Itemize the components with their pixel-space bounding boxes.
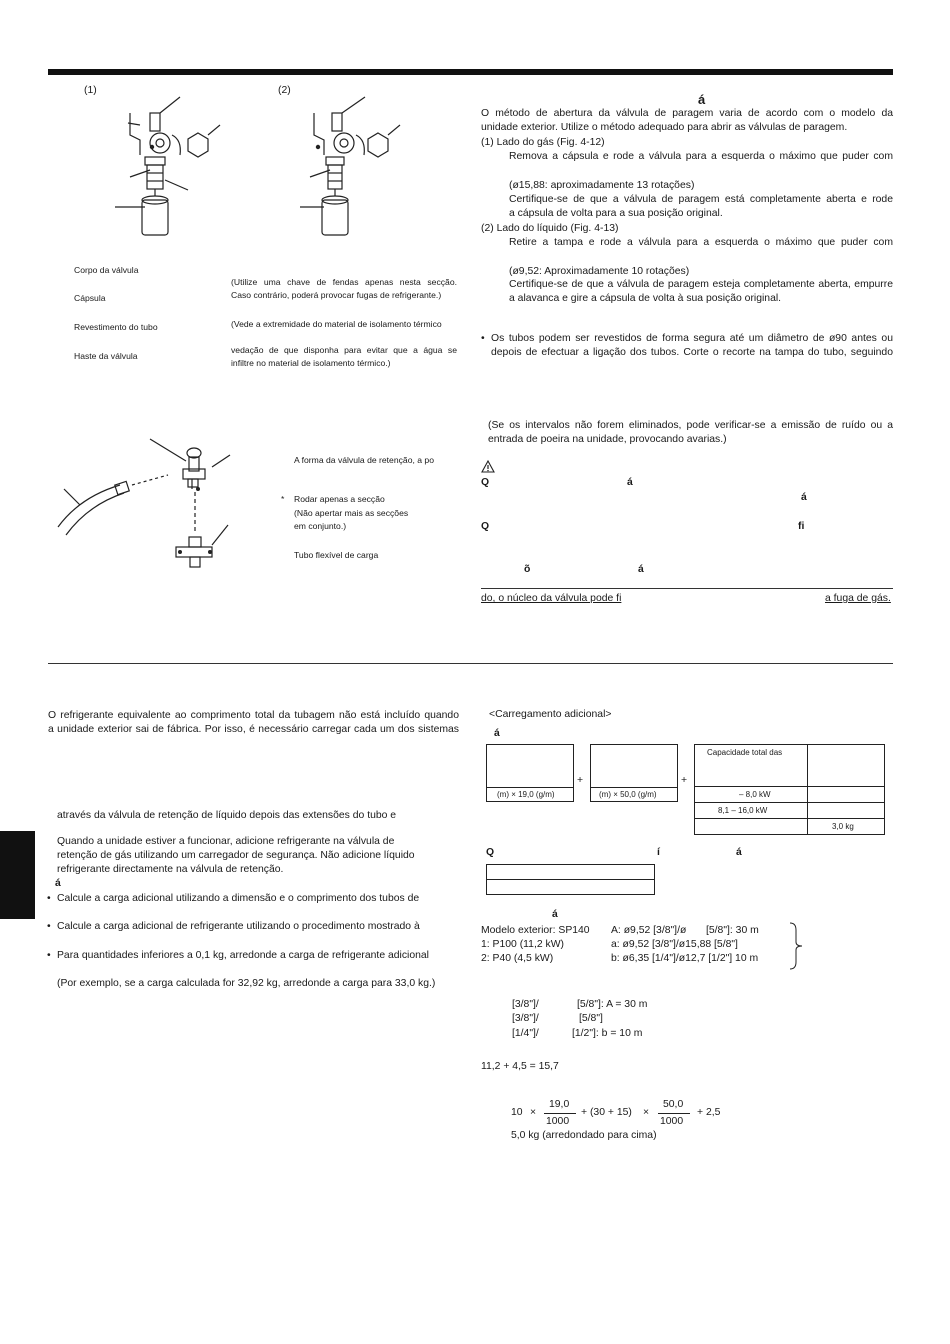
- size-a-1: [3/8"]/: [512, 999, 539, 1010]
- check-valve-figure: [50, 437, 250, 577]
- capacity-sum: 11,2 + 4,5 = 15,7: [481, 1061, 559, 1072]
- fraction-2-denominator: 1000: [660, 1116, 684, 1127]
- fraction-1-bar: [544, 1113, 576, 1114]
- charge-note-3: retenção de gás utilizando um carregador de segurança. Não adicione líquido: [57, 850, 415, 861]
- plus-2: +: [681, 775, 688, 786]
- example-pipe-A: A: ø9,52 [3/8"]/ø: [611, 925, 687, 936]
- charge-note-4: refrigerante directamente na válvula de retenção.: [57, 864, 284, 875]
- fig-label-2: (2): [278, 85, 291, 96]
- frag-a-example: á: [552, 909, 558, 920]
- legend-seal-note-2: vedação de que disponha para evitar que a água se: [231, 345, 457, 355]
- cap-value-3: 3,0 kg: [832, 822, 854, 831]
- asterisk: *: [281, 494, 285, 504]
- calc-bullet-1: Calcule a carga adicional utilizando a dimensão e o comprimento dos tubos de: [57, 893, 420, 904]
- frag-o: õ: [524, 564, 531, 575]
- legend-pipe-cover: Revestimento do tubo: [74, 322, 158, 332]
- bullet-dot-1: •: [47, 893, 51, 904]
- legend-screwdriver-note-1: (Utilize uma chave de fendas apenas nesta secção.: [231, 277, 457, 287]
- gas-line-4: a cápsula de volta para a sua posição original.: [509, 208, 723, 219]
- section-rule: [48, 663, 893, 664]
- intro-line-1: O método de abertura da válvula de paragem varia de acordo com o modelo da: [481, 108, 893, 119]
- times-2: ×: [643, 1107, 650, 1118]
- example-model: Modelo exterior: SP140: [481, 925, 590, 936]
- frag-a-1: á: [627, 477, 633, 488]
- liquid-line-3: Certifique-se de que a válvula de paragem esteja completamente aberta, empurre: [509, 279, 893, 290]
- frag-q-bottom: Q: [486, 847, 495, 858]
- legend-valve-body: Corpo da válvula: [74, 265, 139, 275]
- formula-suffix: + 2,5: [697, 1107, 721, 1118]
- frag-a-2: á: [801, 492, 807, 503]
- size-b-1: [5/8"]: A = 30 m: [577, 999, 648, 1010]
- liquid-line-1: Retire a tampa e rode a válvula para a esquerda o máximo que puder com: [509, 237, 893, 248]
- calc-box-2-caption: (m) × 50,0 (g/m): [599, 790, 657, 799]
- stop-valve-liquid-figure: [300, 95, 410, 235]
- plus-1: +: [577, 775, 584, 786]
- example-pipe-A-length: [5/8"]: 30 m: [706, 925, 759, 936]
- legend-cap: Cápsula: [74, 293, 106, 303]
- size-a-3: [1/4"]/: [512, 1028, 539, 1039]
- example-unit-2: 2: P40 (4,5 kW): [481, 953, 554, 964]
- valve-core-note-right: a fuga de gás.: [825, 593, 891, 604]
- stop-valve-gas-figure: [110, 95, 220, 235]
- calc-bullet-3: Para quantidades inferiores a 0,1 kg, arredonde a carga de refrigerante adicional: [57, 950, 429, 961]
- warning-icon: [481, 460, 495, 473]
- cap-row-1: – 8,0 kW: [739, 790, 771, 799]
- bullet-dot: •: [481, 333, 485, 344]
- charge-hose-label: Tubo flexível de carga: [294, 550, 379, 560]
- formula-middle: + (30 + 15): [581, 1107, 632, 1118]
- refrigerant-intro-1: O refrigerante equivalente ao comprimento total da tubagem não está incluído quando: [48, 710, 459, 721]
- frag-q-2: Q: [481, 521, 490, 532]
- charge-note-1: através da válvula de retenção de líquido depois das extensões do tubo e: [57, 810, 397, 821]
- no-tighten-note: (Não apertar mais as secções: [294, 508, 409, 518]
- language-tab: [0, 831, 35, 919]
- frag-a-bottom: á: [736, 847, 742, 858]
- legend-valve-stem: Haste da válvula: [74, 351, 138, 361]
- intro-line-2: unidade exterior. Utilize o método adequado para abrir as válvulas de paragem.: [481, 122, 848, 133]
- additional-charge-label: <Carregamento adicional>: [489, 709, 612, 720]
- gas-line-1: Remova a cápsula e rode a válvula para a esquerda o máximo que puder com: [509, 151, 893, 162]
- charge-note-2: Quando a unidade estiver a funcionar, adicione refrigerante na válvula de: [57, 836, 395, 847]
- frag-a-left: á: [55, 878, 61, 889]
- gas-side-label: (1) Lado do gás (Fig. 4-12): [481, 137, 605, 148]
- brace-icon: [788, 922, 804, 970]
- formula-prefix: 10: [511, 1107, 523, 1118]
- legend-screwdriver-note-2: Caso contrário, poderá provocar fugas de refrigerante.): [231, 290, 442, 300]
- refrigerant-intro-2: a unidade exterior sai de fábrica. Por isso, é necessário carregar cada um dos sistemas: [48, 724, 459, 735]
- cap-row-2: 8,1 – 16,0 kW: [718, 806, 768, 815]
- pipe-cover-line-2: depois de efectuar a ligação dos tubos. Corte o recorte na tampa do tubo, seguindo: [491, 347, 893, 358]
- capacity-header: Capacidade total das: [707, 748, 783, 757]
- cap-val-1-cell: [807, 786, 885, 803]
- example-pipe-b: b: ø6,35 [1/4"]/ø12,7 [1/2"] 10 m: [611, 953, 759, 964]
- gap-note-1: (Se os intervalos não forem eliminados, pode verificar-se a emissão de ruído ou a: [488, 420, 893, 431]
- section-heading-fragment: á: [698, 92, 706, 107]
- fraction-2-bar: [658, 1113, 690, 1114]
- fraction-2-numerator: 50,0: [663, 1099, 684, 1110]
- note-rule: [481, 588, 893, 589]
- rotate-section-note: Rodar apenas a secção: [294, 494, 385, 504]
- size-b-3: [1/2"]: b = 10 m: [572, 1028, 643, 1039]
- example-pipe-a: a: ø9,52 [3/8"]/ø15,88 [5/8"]: [611, 939, 738, 950]
- fraction-1-numerator: 19,0: [549, 1099, 570, 1110]
- gas-line-3: Certifique-se de que a válvula de paragem está completamente aberta e rode: [509, 194, 893, 205]
- frag-fi: fi: [798, 521, 805, 532]
- valve-core-note-left: do, o núcleo da válvula pode fi: [481, 593, 622, 604]
- frag-a-right: á: [494, 728, 500, 739]
- liquid-line-4: a alavanca e gire a cápsula de volta à sua posição original.: [509, 293, 782, 304]
- frag-i-bottom: í: [657, 847, 660, 858]
- times-1: ×: [530, 1107, 537, 1118]
- legend-seal-note-1: (Vede a extremidade do material de isolamento térmico: [231, 319, 442, 329]
- frag-a-3: á: [638, 564, 644, 575]
- example-unit-1: 1: P100 (11,2 kW): [481, 939, 564, 950]
- gas-line-2: (ø15,88: aproximadamente 13 rotações): [509, 180, 695, 191]
- check-valve-shape-note: A forma da válvula de retenção, a po: [294, 455, 434, 465]
- together-note: em conjunto.): [294, 521, 347, 531]
- formula-result: 5,0 kg (arredondado para cima): [511, 1130, 657, 1141]
- cap-val-2-cell: [807, 802, 885, 819]
- size-b-2: [5/8"]: [579, 1013, 603, 1024]
- pipe-cover-line-1: Os tubos podem ser revestidos de forma segura até um diâmetro de ø90 antes ou: [491, 333, 893, 344]
- small-table-row-1: [486, 864, 655, 880]
- cap-row-3-cell: [694, 818, 808, 835]
- fraction-1-denominator: 1000: [546, 1116, 570, 1127]
- legend-seal-note-3: infiltre no material de isolamento térmico.): [231, 358, 391, 368]
- small-table-row-2: [486, 879, 655, 895]
- bullet-dot-2: •: [47, 921, 51, 932]
- rounding-example: (Por exemplo, se a carga calculada for 32,92 kg, arredonde a carga para 33,0 kg.): [57, 978, 436, 989]
- liquid-side-label: (2) Lado do líquido (Fig. 4-13): [481, 223, 619, 234]
- top-rule: [48, 69, 893, 75]
- liquid-line-2: (ø9,52: Aproximadamente 10 rotações): [509, 266, 690, 277]
- fig-label-1: (1): [84, 85, 97, 96]
- calc-box-1-caption: (m) × 19,0 (g/m): [497, 790, 555, 799]
- frag-q-1: Q: [481, 477, 490, 488]
- gap-note-2: entrada de poeira na unidade, provocando avarias.): [488, 434, 727, 445]
- bullet-dot-3: •: [47, 950, 51, 961]
- size-a-2: [3/8"]/: [512, 1013, 539, 1024]
- calc-bullet-2: Calcule a carga adicional de refrigerante utilizando o procedimento mostrado à: [57, 921, 420, 932]
